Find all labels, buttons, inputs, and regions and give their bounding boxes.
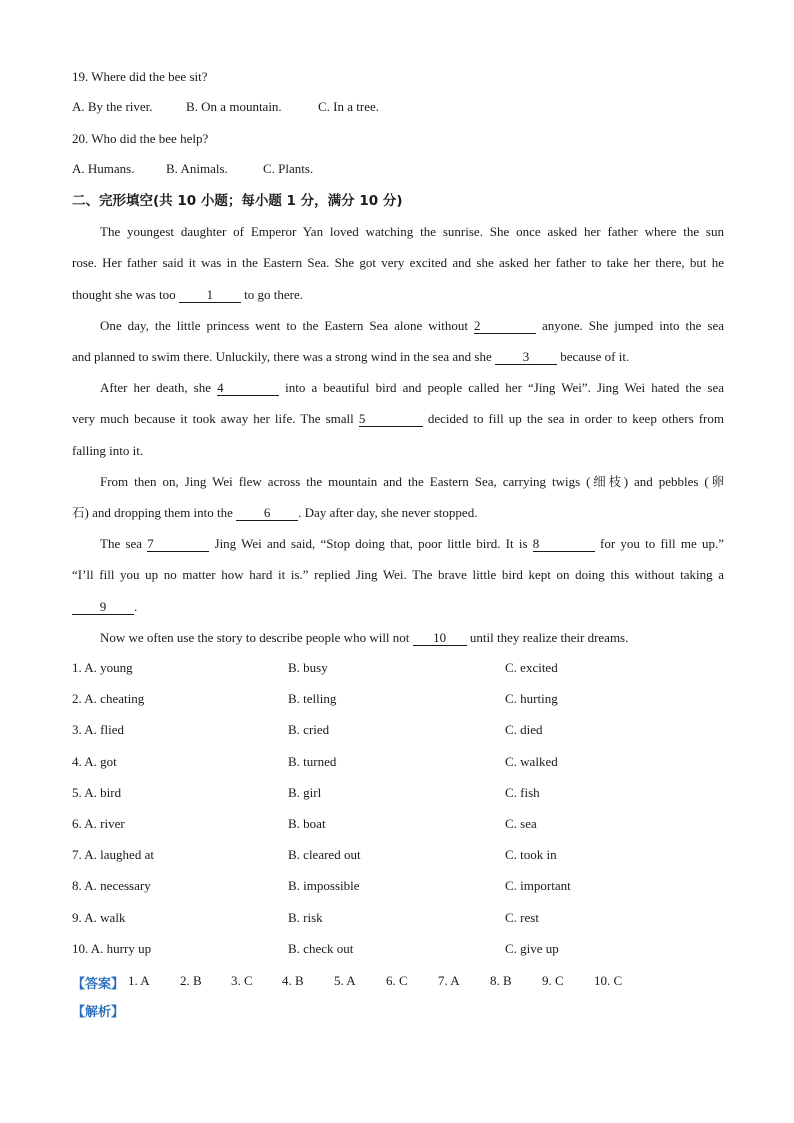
passage-line: [72, 629, 628, 647]
passage-line: [72, 379, 724, 397]
blank-2: 2: [474, 319, 536, 334]
passage-text: After her death, she: [100, 380, 218, 395]
passage-line: falling into it.: [72, 443, 144, 458]
choice-row: [72, 847, 724, 865]
choice-row: [72, 941, 724, 959]
analysis-label: 【解析】: [72, 1005, 125, 1020]
choice-option-c: C. rest: [505, 909, 539, 925]
answer-item: 5. A: [334, 973, 356, 988]
answer-item: 2. B: [180, 973, 202, 988]
passage-text: until they realize their dreams.: [466, 630, 629, 645]
choice-option-a: 3. A. flied: [72, 722, 124, 738]
passage-text: .: [134, 599, 138, 614]
answer-label: 【答案】: [72, 977, 125, 992]
passage-text: ) and pebbles (: [623, 474, 709, 489]
choice-option-b: B. cleared out: [288, 847, 361, 863]
choice-option-c: C. died: [505, 722, 543, 738]
option-c: C. In a tree.: [318, 99, 380, 114]
choice-option-b: B. busy: [288, 660, 328, 675]
option-c: C. Plants.: [263, 161, 314, 176]
passage-text: and planned to swim there. Unluckily, there was a strong wind in the sea and she: [72, 349, 495, 364]
question-19-options: [72, 99, 724, 117]
choice-option-b: B. girl: [288, 784, 322, 800]
choice-option-b: B. boat: [288, 816, 326, 831]
blank-3: 3: [495, 350, 557, 365]
passage-text: decided to fill up the sea in order to keep others from: [422, 411, 724, 426]
answer-item: 3. C: [231, 973, 253, 988]
blank-8: 8: [533, 537, 595, 552]
choice-option-c: C. give up: [505, 940, 559, 956]
passage-line: [72, 317, 724, 335]
option-b: B. On a mountain.: [186, 99, 282, 114]
passage-text: Jing Wei and said, “Stop doing that, poor little bird. It is: [209, 536, 533, 551]
passage-text: . Day after day, she never stopped.: [298, 505, 478, 520]
passage-text: The sea: [100, 536, 148, 551]
option-a: A. By the river.: [72, 99, 153, 114]
passage-text: because of it.: [557, 349, 630, 364]
choice-option-a: 5. A. bird: [72, 784, 122, 800]
choice-option-b: B. cried: [288, 722, 330, 738]
passage-text: for you to fill me up.”: [594, 536, 725, 551]
choice-option-c: C. sea: [505, 816, 537, 831]
passage-text: 卵: [708, 474, 724, 489]
passage-text: 石: [72, 505, 85, 520]
choice-option-c: C. hurting: [505, 691, 558, 707]
choice-row: [72, 754, 724, 772]
blank-5: 5: [359, 412, 423, 427]
answer-item: 6. C: [386, 973, 408, 988]
passage-text: 细枝: [590, 474, 624, 489]
passage-line: [72, 348, 629, 366]
passage-line: [72, 504, 477, 522]
blank-7: 7: [147, 537, 209, 552]
question-19: 19. Where did the bee sit?: [72, 69, 208, 84]
choice-option-a: 2. A. cheating: [72, 691, 145, 707]
choice-option-b: B. check out: [288, 940, 354, 956]
blank-6: 6: [236, 506, 298, 521]
answer-item: 4. B: [282, 973, 304, 988]
choice-option-b: B. turned: [288, 753, 337, 769]
choice-option-a: 6. A. river: [72, 816, 125, 831]
passage-line: rose. Her father said it was in the Eastern Sea. She got very excited and she asked her father to take her there, but he: [72, 255, 724, 270]
section-title: 二、完形填空(共 10 小题；每小题 1 分，满分 10 分): [72, 193, 403, 209]
choice-option-a: 8. A. necessary: [72, 878, 151, 894]
passage-line: [72, 286, 303, 304]
blank-9: 9: [72, 600, 134, 615]
question-20: 20. Who did the bee help?: [72, 131, 209, 146]
option-b: B. Animals.: [166, 161, 228, 176]
passage-text: very much because it took away her life. The small: [72, 411, 359, 426]
passage-text: Now we often use the story to describe people who will not: [100, 630, 413, 645]
choice-row: [72, 691, 724, 709]
passage-text: thought she was too: [72, 287, 179, 302]
blank-4: 4: [217, 381, 279, 396]
passage-line: The youngest daughter of Emperor Yan loved watching the sunrise. She once asked her father where the sun: [100, 224, 724, 239]
choice-option-c: C. took in: [505, 847, 557, 863]
passage-line: [72, 598, 137, 616]
choice-option-a: 9. A. walk: [72, 909, 126, 925]
answer-row: [72, 973, 724, 991]
choice-option-c: C. fish: [505, 784, 540, 800]
passage-text: ) and dropping them into the: [84, 505, 237, 520]
answer-item: 8. B: [490, 973, 512, 988]
answer-item: 10. C: [594, 973, 623, 988]
passage-line: “I’ll fill you up no matter how hard it is.” replied Jing Wei. The brave little bird kept on doing this without taking a: [72, 567, 724, 582]
answer-item: 7. A: [438, 973, 460, 988]
passage-line: [72, 535, 724, 553]
passage-text: One day, the little princess went to the Eastern Sea alone without: [100, 318, 475, 333]
passage-line: [72, 410, 724, 428]
choice-row: [72, 910, 724, 928]
passage-line: [72, 473, 724, 491]
choice-row: [72, 660, 724, 678]
option-a: A. Humans.: [72, 161, 135, 176]
choice-option-b: B. risk: [288, 909, 323, 925]
choice-option-c: C. excited: [505, 660, 558, 675]
choice-row: [72, 816, 724, 834]
choice-option-b: B. impossible: [288, 878, 360, 894]
choice-option-a: 1. A. young: [72, 660, 133, 675]
choice-option-c: C. walked: [505, 753, 558, 769]
choice-row: [72, 785, 724, 803]
choice-option-b: B. telling: [288, 691, 337, 707]
passage-text: into a beautiful bird and people called her “Jing Wei”. Jing Wei hated the sea: [279, 380, 724, 395]
choice-option-a: 4. A. got: [72, 753, 117, 769]
blank-1: 1: [179, 288, 241, 303]
answer-item: 9. C: [542, 973, 564, 988]
choice-row: [72, 878, 724, 896]
answer-item: 1. A: [128, 973, 150, 988]
passage-text: anyone. She jumped into the sea: [536, 318, 724, 333]
choice-option-a: 7. A. laughed at: [72, 847, 154, 863]
choice-option-c: C. important: [505, 878, 571, 894]
choice-row: [72, 722, 724, 740]
blank-10: 10: [413, 631, 467, 646]
passage-text: to go there.: [240, 287, 303, 302]
passage-text: From then on, Jing Wei flew across the mountain and the Eastern Sea, carrying twigs (: [100, 474, 591, 489]
question-20-options: [72, 161, 724, 179]
choice-option-a: 10. A. hurry up: [72, 940, 152, 956]
